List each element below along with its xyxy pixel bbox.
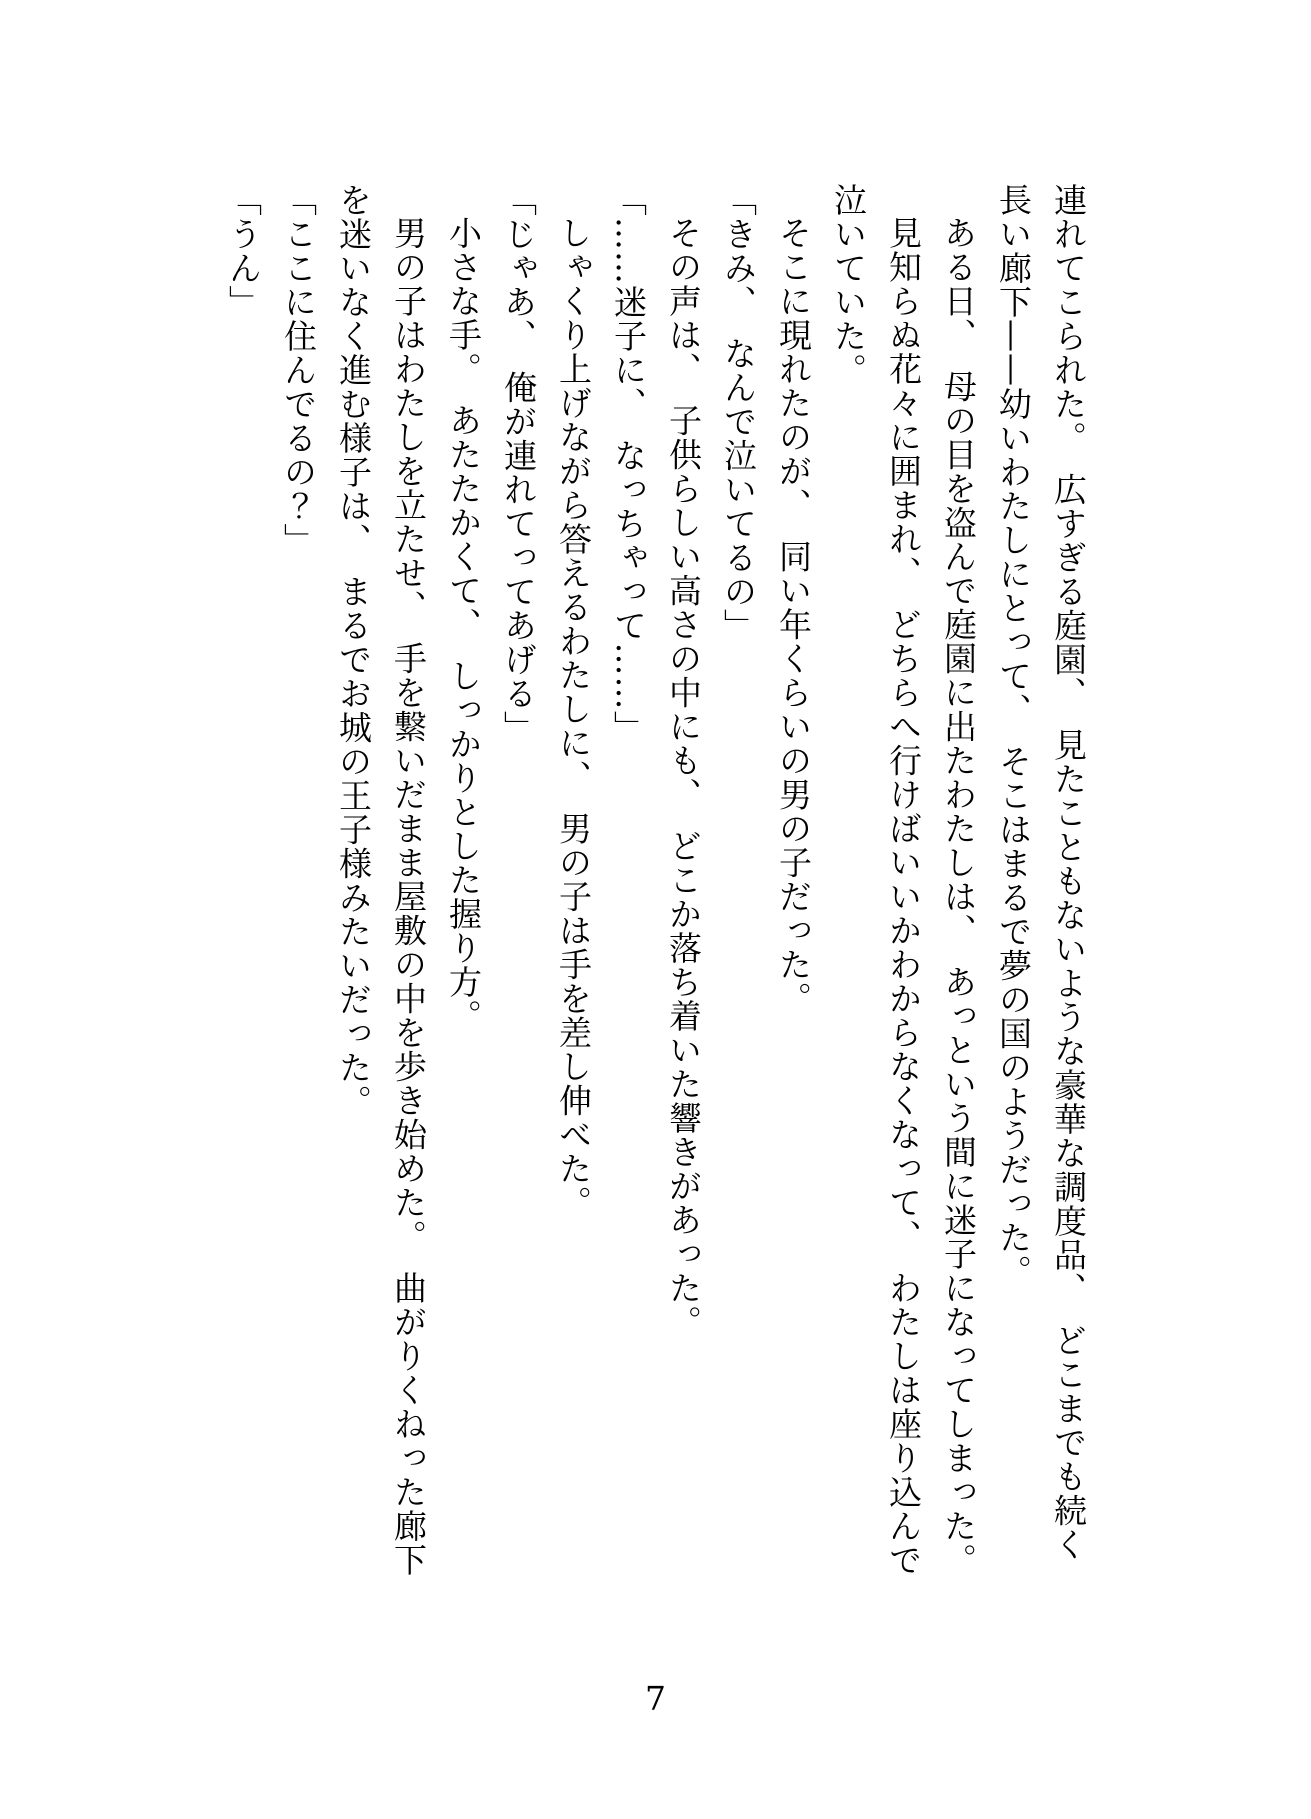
paragraph-line: 小さな手。 あたたかくて、 しっかりとした握り方。	[444, 216, 483, 1033]
paragraph-line: 「きみ、 なんで泣いてるの」	[719, 183, 758, 643]
paragraph-line: ある日、 母の目を盗んで庭園に出たわたしは、 あっという間に迷子になってしまった。	[939, 216, 978, 1577]
novel-text-block	[215, 183, 1096, 1593]
paragraph-line: 「うん」	[224, 183, 263, 319]
page-number: 7	[645, 1679, 666, 1718]
paragraph-line: 男の子はわたしを立たせ、 手を繋いだまま屋敷の中を歩き始めた。 曲がりくねった廊下を迷いなく進む様子は、 まるでお城の王子様みたいだった。	[334, 183, 428, 1577]
paragraph-line: 「じゃあ、 俺が連れてってあげる」	[499, 183, 538, 745]
paragraph-line: しゃくり上げながら答えるわたしに、 男の子は手を差し伸べた。	[554, 216, 593, 1220]
paragraph-line: 連れてこられた。 広すぎる庭園、 見たこともないような豪華な調度品、 どこまでも続く長い廊下——幼いわたしにとって、 そこはまるで夢の国のようだった。	[994, 183, 1088, 1562]
paragraph-line: 「ここに住んでるの？」	[279, 183, 318, 557]
paragraph-line: その声は、 子供らしい高さの中にも、 どこか落ち着いた響きがあった。	[664, 216, 703, 1339]
paragraph-line: そこに現れたのが、 同い年くらいの男の子だった。	[774, 216, 813, 1016]
paragraph-line: 「……迷子に、 なっちゃって……」	[609, 183, 648, 745]
paragraph-line: 見知らぬ花々に囲まれ、 どちらへ行けばいいかわからなくなって、 わたしは座り込んで泣いていた。	[829, 183, 923, 1577]
